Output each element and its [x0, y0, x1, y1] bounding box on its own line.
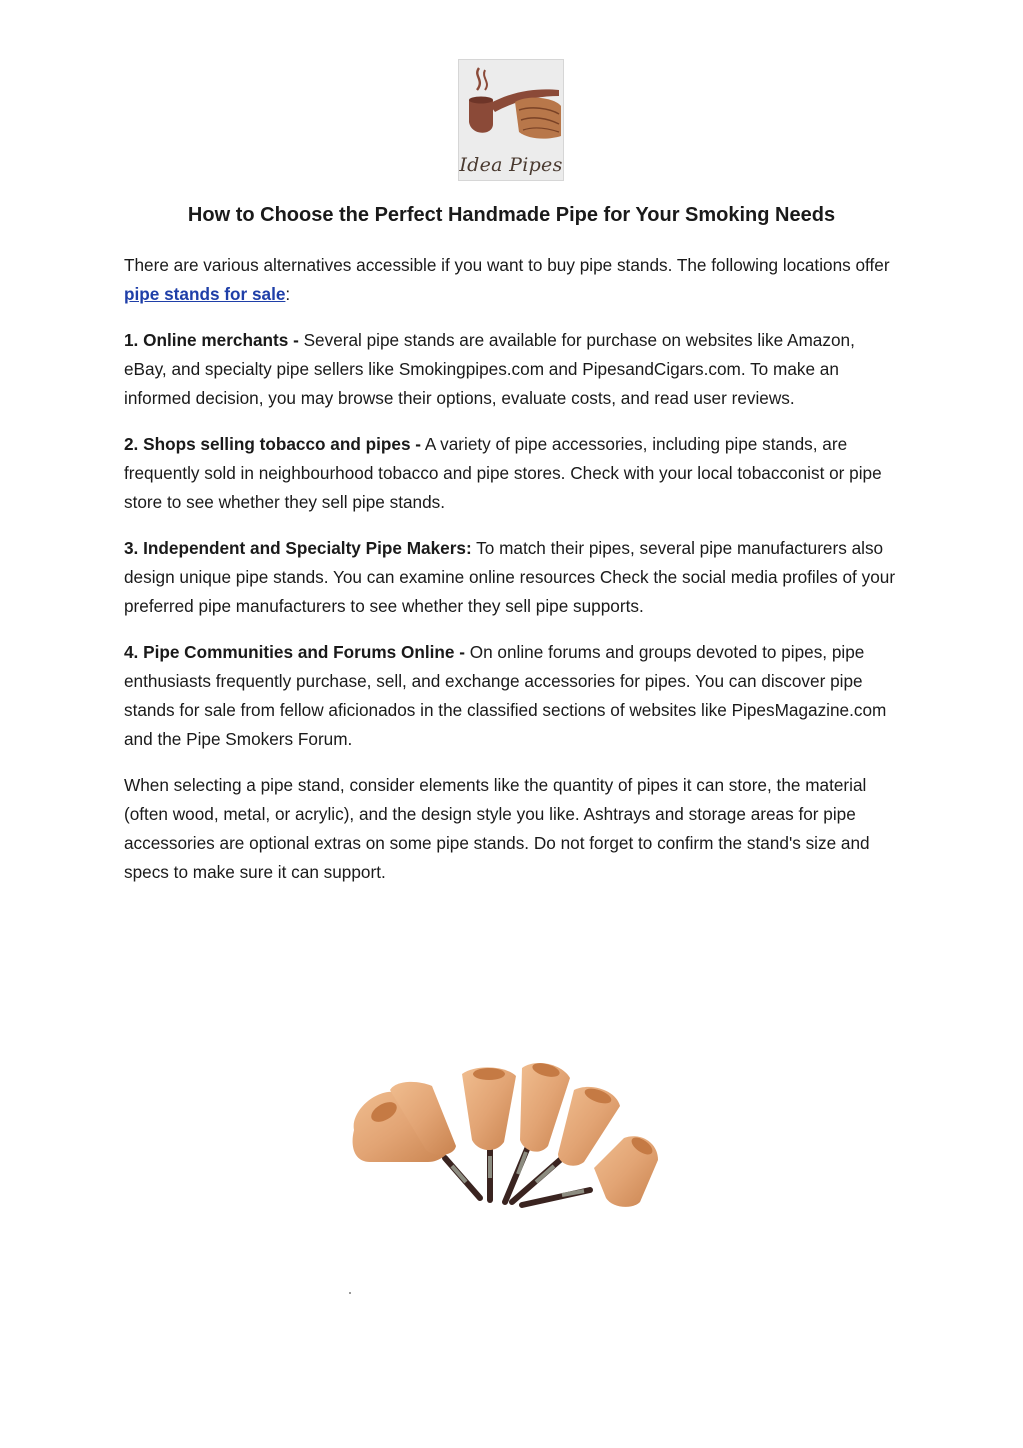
idea-pipes-logo [458, 59, 564, 181]
list-item-body: On online forums and groups devoted to pipes, pipe enthusiasts frequently purchase, sell, and exchange accessories for pipes. You can discover pipe stands for sale from fellow aficionados in the classified sections of websites like PipesMagazine.com and the Pipe Smokers Forum. [124, 642, 887, 749]
intro-text: There are various alternatives accessible if you want to buy pipe stands. The following locations offer [124, 255, 890, 275]
pipe-stands-for-sale-link[interactable]: pipe stands for sale [124, 284, 286, 304]
closing-paragraph: When selecting a pipe stand, consider elements like the quantity of pipes it can store, the material (often wood, metal, or acrylic), and the design style you like. Ashtrays and storage areas for pipe accessories are optional extras on some pipe stands. Do not forget to confirm the stand's size and specs to make sure it can support. [124, 775, 870, 882]
intro-after-link: : [285, 284, 291, 304]
page-title: How to Choose the Perfect Handmade Pipe for Your Smoking Needs [187, 204, 836, 226]
list-item [124, 638, 902, 754]
list-item-body: To match their pipes, several pipe manufacturers also design unique pipe stands. You can examine online resources Check the social media profiles of your preferred pipe manufacturers to see whether they sell pipe supports. [124, 538, 896, 616]
handmade-pipes-photo [340, 1050, 670, 1225]
list-item-body: Several pipe stands are available for purchase on websites like Amazon, eBay, and specialty pipe sellers like Smokingpipes.com and PipesandCigars.com. To make an informed decision, you may browse their options, evaluate costs, and read user reviews. [124, 330, 855, 408]
list-item-heading: 4. Pipe Communities and Forums Online - [124, 642, 465, 662]
list-item-heading: 2. Shops selling tobacco and pipes - [124, 434, 422, 454]
pipe-logo-icon [459, 60, 563, 155]
list-item-heading: 1. Online merchants - [124, 330, 299, 350]
list-item [124, 326, 902, 413]
list-item-heading: 3. Independent and Specialty Pipe Makers: [124, 538, 472, 558]
list-item [124, 430, 902, 517]
intro-paragraph [124, 251, 902, 309]
logo-brand-text: Idea Pipes [459, 154, 563, 176]
article-body [124, 251, 902, 904]
stray-mark [349, 1292, 351, 1294]
list-item-body: A variety of pipe accessories, including pipe stands, are frequently sold in neighbourhood tobacco and pipe stores. Check with your local tobacconist or pipe store to see whether they sell pipe stands. [124, 434, 882, 512]
list-item [124, 534, 902, 621]
